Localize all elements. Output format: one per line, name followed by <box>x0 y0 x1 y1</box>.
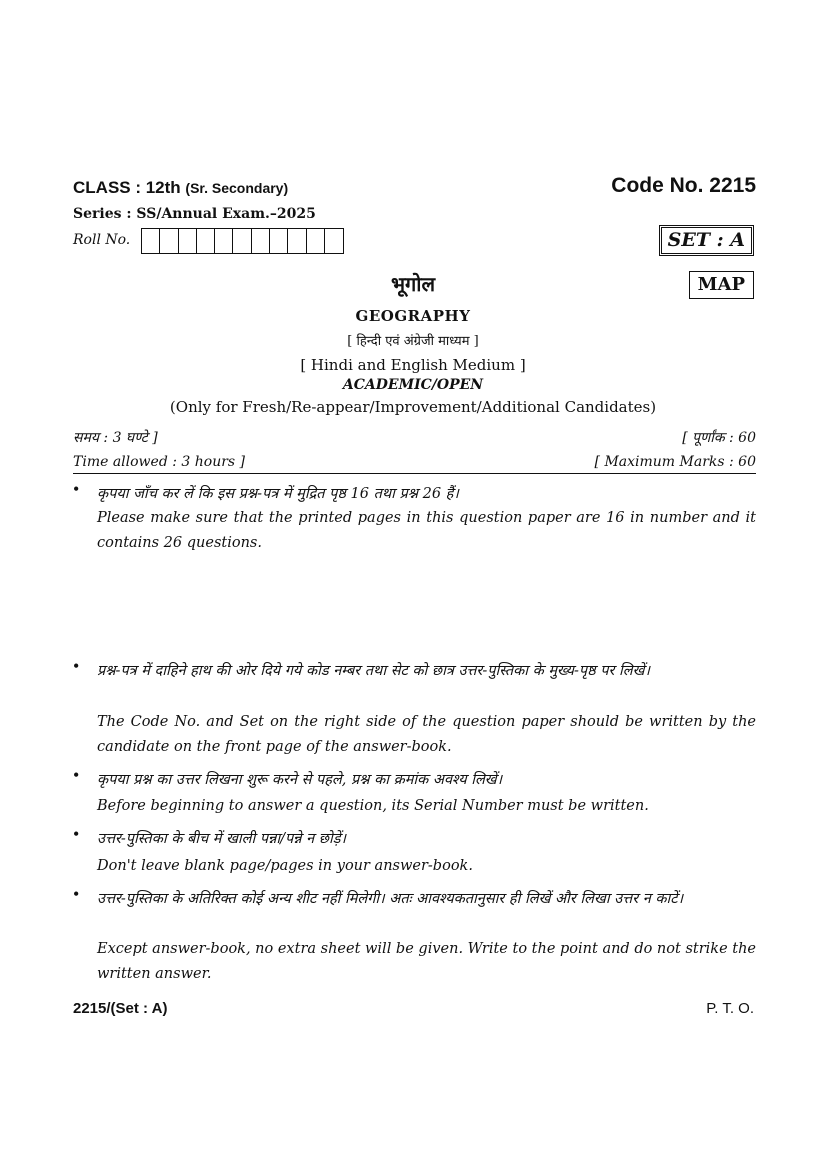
bullet-icon: • <box>73 824 80 844</box>
roll-digit-box[interactable] <box>197 229 215 253</box>
roll-number-boxes[interactable] <box>141 228 344 254</box>
roll-digit-box[interactable] <box>307 229 325 253</box>
marks-english: [ Maximum Marks : 60 <box>594 454 756 470</box>
bullet-icon: • <box>73 479 80 499</box>
map-badge: MAP <box>689 271 754 299</box>
set-text: SET : A <box>661 227 752 254</box>
instruction-5-english: Except answer-book, no extra sheet will be given. Write to the point and do not strike the written answer. <box>97 941 756 982</box>
instruction-1-hindi: कृपया जाँच कर लें कि इस प्रश्न-पत्र में मुद्रित पृष्ठ 16 तथा प्रश्न 26 हैं। <box>97 486 459 502</box>
subject-title: GEOGRAPHY <box>355 307 471 325</box>
roll-digit-box[interactable] <box>179 229 197 253</box>
time-hindi: समय : 3 घण्टे ] <box>73 430 158 446</box>
divider-line <box>73 473 756 474</box>
marks-hindi: [ पूर्णांक : 60 <box>682 430 756 446</box>
time-english: Time allowed : 3 hours ] <box>73 454 246 470</box>
instruction-1-english: Please make sure that the printed pages in this question paper are 16 in number and it contains 26 questions. <box>97 510 756 551</box>
roll-digit-box[interactable] <box>270 229 288 253</box>
instruction-4-english: Don't leave blank page/pages in your answer-book. <box>97 858 473 874</box>
roll-digit-box[interactable] <box>325 229 343 253</box>
candidates-note: (Only for Fresh/Re-appear/Improvement/Additional Candidates) <box>169 398 657 416</box>
roll-digit-box[interactable] <box>215 229 233 253</box>
instruction-4-hindi: उत्तर-पुस्तिका के बीच में खाली पन्ना/पन्ने न छोड़ें। <box>97 831 346 847</box>
roll-digit-box[interactable] <box>288 229 306 253</box>
english-medium-note: [ Hindi and English Medium ] <box>300 356 526 374</box>
code-number: Code No. 2215 <box>611 174 756 197</box>
class-text: CLASS : 12th <box>73 178 181 197</box>
series-label: Series : SS/Annual Exam.–2025 <box>73 206 316 222</box>
bullet-icon: • <box>73 656 80 676</box>
class-sub-text: (Sr. Secondary) <box>185 180 289 196</box>
bullet-icon: • <box>73 884 80 904</box>
roll-digit-box[interactable] <box>233 229 251 253</box>
roll-digit-box[interactable] <box>252 229 270 253</box>
instruction-3-english: Before beginning to answer a question, its Serial Number must be written. <box>97 798 649 814</box>
time-marks-hindi <box>73 428 756 447</box>
instruction-3-hindi: कृपया प्रश्न का उत्तर लिखना शुरू करने से पहले, प्रश्न का क्रमांक अवश्य लिखें। <box>97 772 503 788</box>
roll-number-label: Roll No. <box>73 232 131 248</box>
instruction-5-hindi: उत्तर-पुस्तिका के अतिरिक्त कोई अन्य शीट नहीं मिलेगी। अतः आवश्यकतानुसार ही लिखें और लिखा उत्तर न काटें। <box>97 891 684 907</box>
time-marks-english <box>73 454 756 470</box>
roll-digit-box[interactable] <box>142 229 160 253</box>
footer-pto: P. T. O. <box>706 1000 754 1017</box>
instruction-2-hindi: प्रश्न-पत्र में दाहिने हाथ की ओर दिये गये कोड नम्बर तथा सेट को छात्र उत्तर-पुस्तिका के मुख्य-पृष्ठ पर लिखें। <box>97 663 650 679</box>
footer-code: 2215/(Set : A) <box>73 1000 168 1017</box>
instruction-2-english: The Code No. and Set on the right side of the question paper should be written by the candidate on the front page of the answer-book. <box>97 714 756 755</box>
bullet-icon: • <box>73 765 80 785</box>
set-badge <box>659 225 754 256</box>
class-label <box>73 178 288 198</box>
hindi-title: भूगोल <box>390 272 436 296</box>
academic-label: ACADEMIC/OPEN <box>342 377 484 393</box>
hindi-medium-note: [ हिन्दी एवं अंग्रेजी माध्यम ] <box>347 334 479 349</box>
roll-digit-box[interactable] <box>160 229 178 253</box>
